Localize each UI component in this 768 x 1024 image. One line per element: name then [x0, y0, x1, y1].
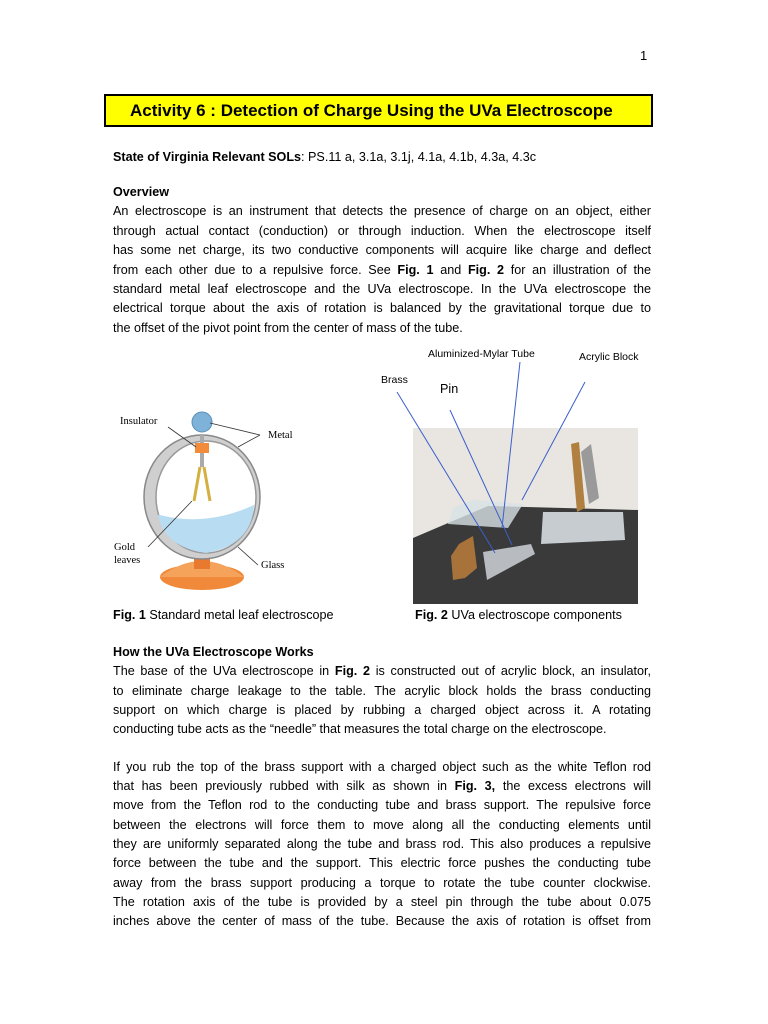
how-p2-line-2 [113, 779, 651, 793]
label-brass: Brass [381, 374, 408, 386]
overview-line-5: standard metal leaf electroscope and the UVa electroscope. In the UVa electroscope the [113, 282, 651, 296]
how-p1-line-3: support on which charge is placed by rubbing a charged object across it. A rotating [113, 703, 651, 717]
label-glass: Glass [261, 560, 285, 571]
how-heading: How the UVa Electroscope Works [113, 645, 314, 659]
how-p1-line-4: conducting tube acts as the “needle” that measures the total charge on the electroscope. [113, 722, 607, 736]
fig1-caption [113, 608, 334, 622]
overview-line-6: electrical torque about the axis of rotation is balanced by the gravitational torque due to [113, 301, 651, 315]
text-run: for an illustration of the [504, 263, 652, 277]
overview-line-1: An electroscope is an instrument that detects the presence of charge on an object, either [113, 204, 651, 218]
label-insulator: Insulator [120, 416, 158, 427]
overview-heading: Overview [113, 185, 170, 199]
label-acrylic-block: Acrylic Block [579, 351, 639, 363]
sols-line [113, 150, 536, 164]
overview-line-2: through actual contact (conduction) or through induction. When the electroscope itself [113, 224, 651, 238]
fig2-caption [415, 608, 622, 622]
how-p1-line-1 [113, 664, 651, 678]
fig2-ref: Fig. 2 [334, 664, 370, 678]
page-number: 1 [640, 48, 648, 63]
how-p2-line-9: inches above the center of mass of the tube. Because the axis of rotation is offset from [113, 914, 651, 928]
caption-text: Standard metal leaf electroscope [145, 608, 334, 622]
page-title: Activity 6 : Detection of Charge Using the UVa Electroscope [130, 101, 613, 120]
how-p2-line-7: away from the brass support producing a torque to rotate the tube counter clockwise. [113, 876, 651, 890]
fig3-ref: Fig. 3, [454, 779, 496, 793]
how-p2-line-4: between the electrons will force them to move along all the conducting elements until [113, 818, 651, 832]
how-p2-line-5: they are uniformly separated along the tube and brass rod. This also produces a repulsive [113, 837, 651, 851]
label-metal: Metal [268, 430, 293, 441]
how-p2-line-8: The rotation axis of the tube is provided by a steel pin through the tube about 0.075 [113, 895, 651, 909]
overview-line-3: has some net charge, its two conductive components will acquire like charge and deflect [113, 243, 651, 257]
how-p2-line-1: If you rub the top of the brass support with a charged object such as the white Teflon rod [113, 760, 651, 774]
text-run: the excess electrons will [495, 779, 652, 793]
fig2-pointer-lines [380, 360, 610, 560]
how-p2-line-6: force between the tube and the support. This electric force pushes the conducting tube [113, 856, 651, 870]
caption-text: UVa electroscope components [447, 608, 622, 622]
sols-label: State of Virginia Relevant SOLs [113, 150, 302, 164]
fig2-ref: Fig. 2 [467, 263, 505, 277]
overview-line-7: the offset of the pivot point from the center of mass of the tube. [113, 321, 463, 335]
label-pin: Pin [440, 382, 459, 396]
title-box [104, 94, 653, 127]
overview-line-4 [113, 263, 651, 277]
text-run: from each other due to a repulsive force. See [113, 263, 398, 277]
fig1-ref: Fig. 1 [397, 263, 434, 277]
how-p2-line-3: move from the Teflon rod to the conducting tube and brass support. The repulsive force [113, 798, 651, 812]
text-run: and [433, 263, 468, 277]
sols-value: : PS.11 a, 3.1a, 3.1j, 4.1a, 4.1b, 4.3a, 4.3c [301, 150, 537, 164]
text-run: is constructed out of acrylic block, an insulator, [370, 664, 652, 678]
caption-label: Fig. 1 [113, 608, 146, 622]
label-mylar-tube: Aluminized-Mylar Tube [428, 348, 535, 360]
label-gold: Gold [114, 542, 135, 553]
text-run: The base of the UVa electroscope in [113, 664, 335, 678]
text-run: that has been previously rubbed with silk as shown in [113, 779, 455, 793]
how-p1-line-2: to eliminate charge leakage to the table. The acrylic block holds the brass conducting [113, 684, 651, 698]
label-leaves: leaves [114, 555, 141, 566]
caption-label: Fig. 2 [415, 608, 448, 622]
